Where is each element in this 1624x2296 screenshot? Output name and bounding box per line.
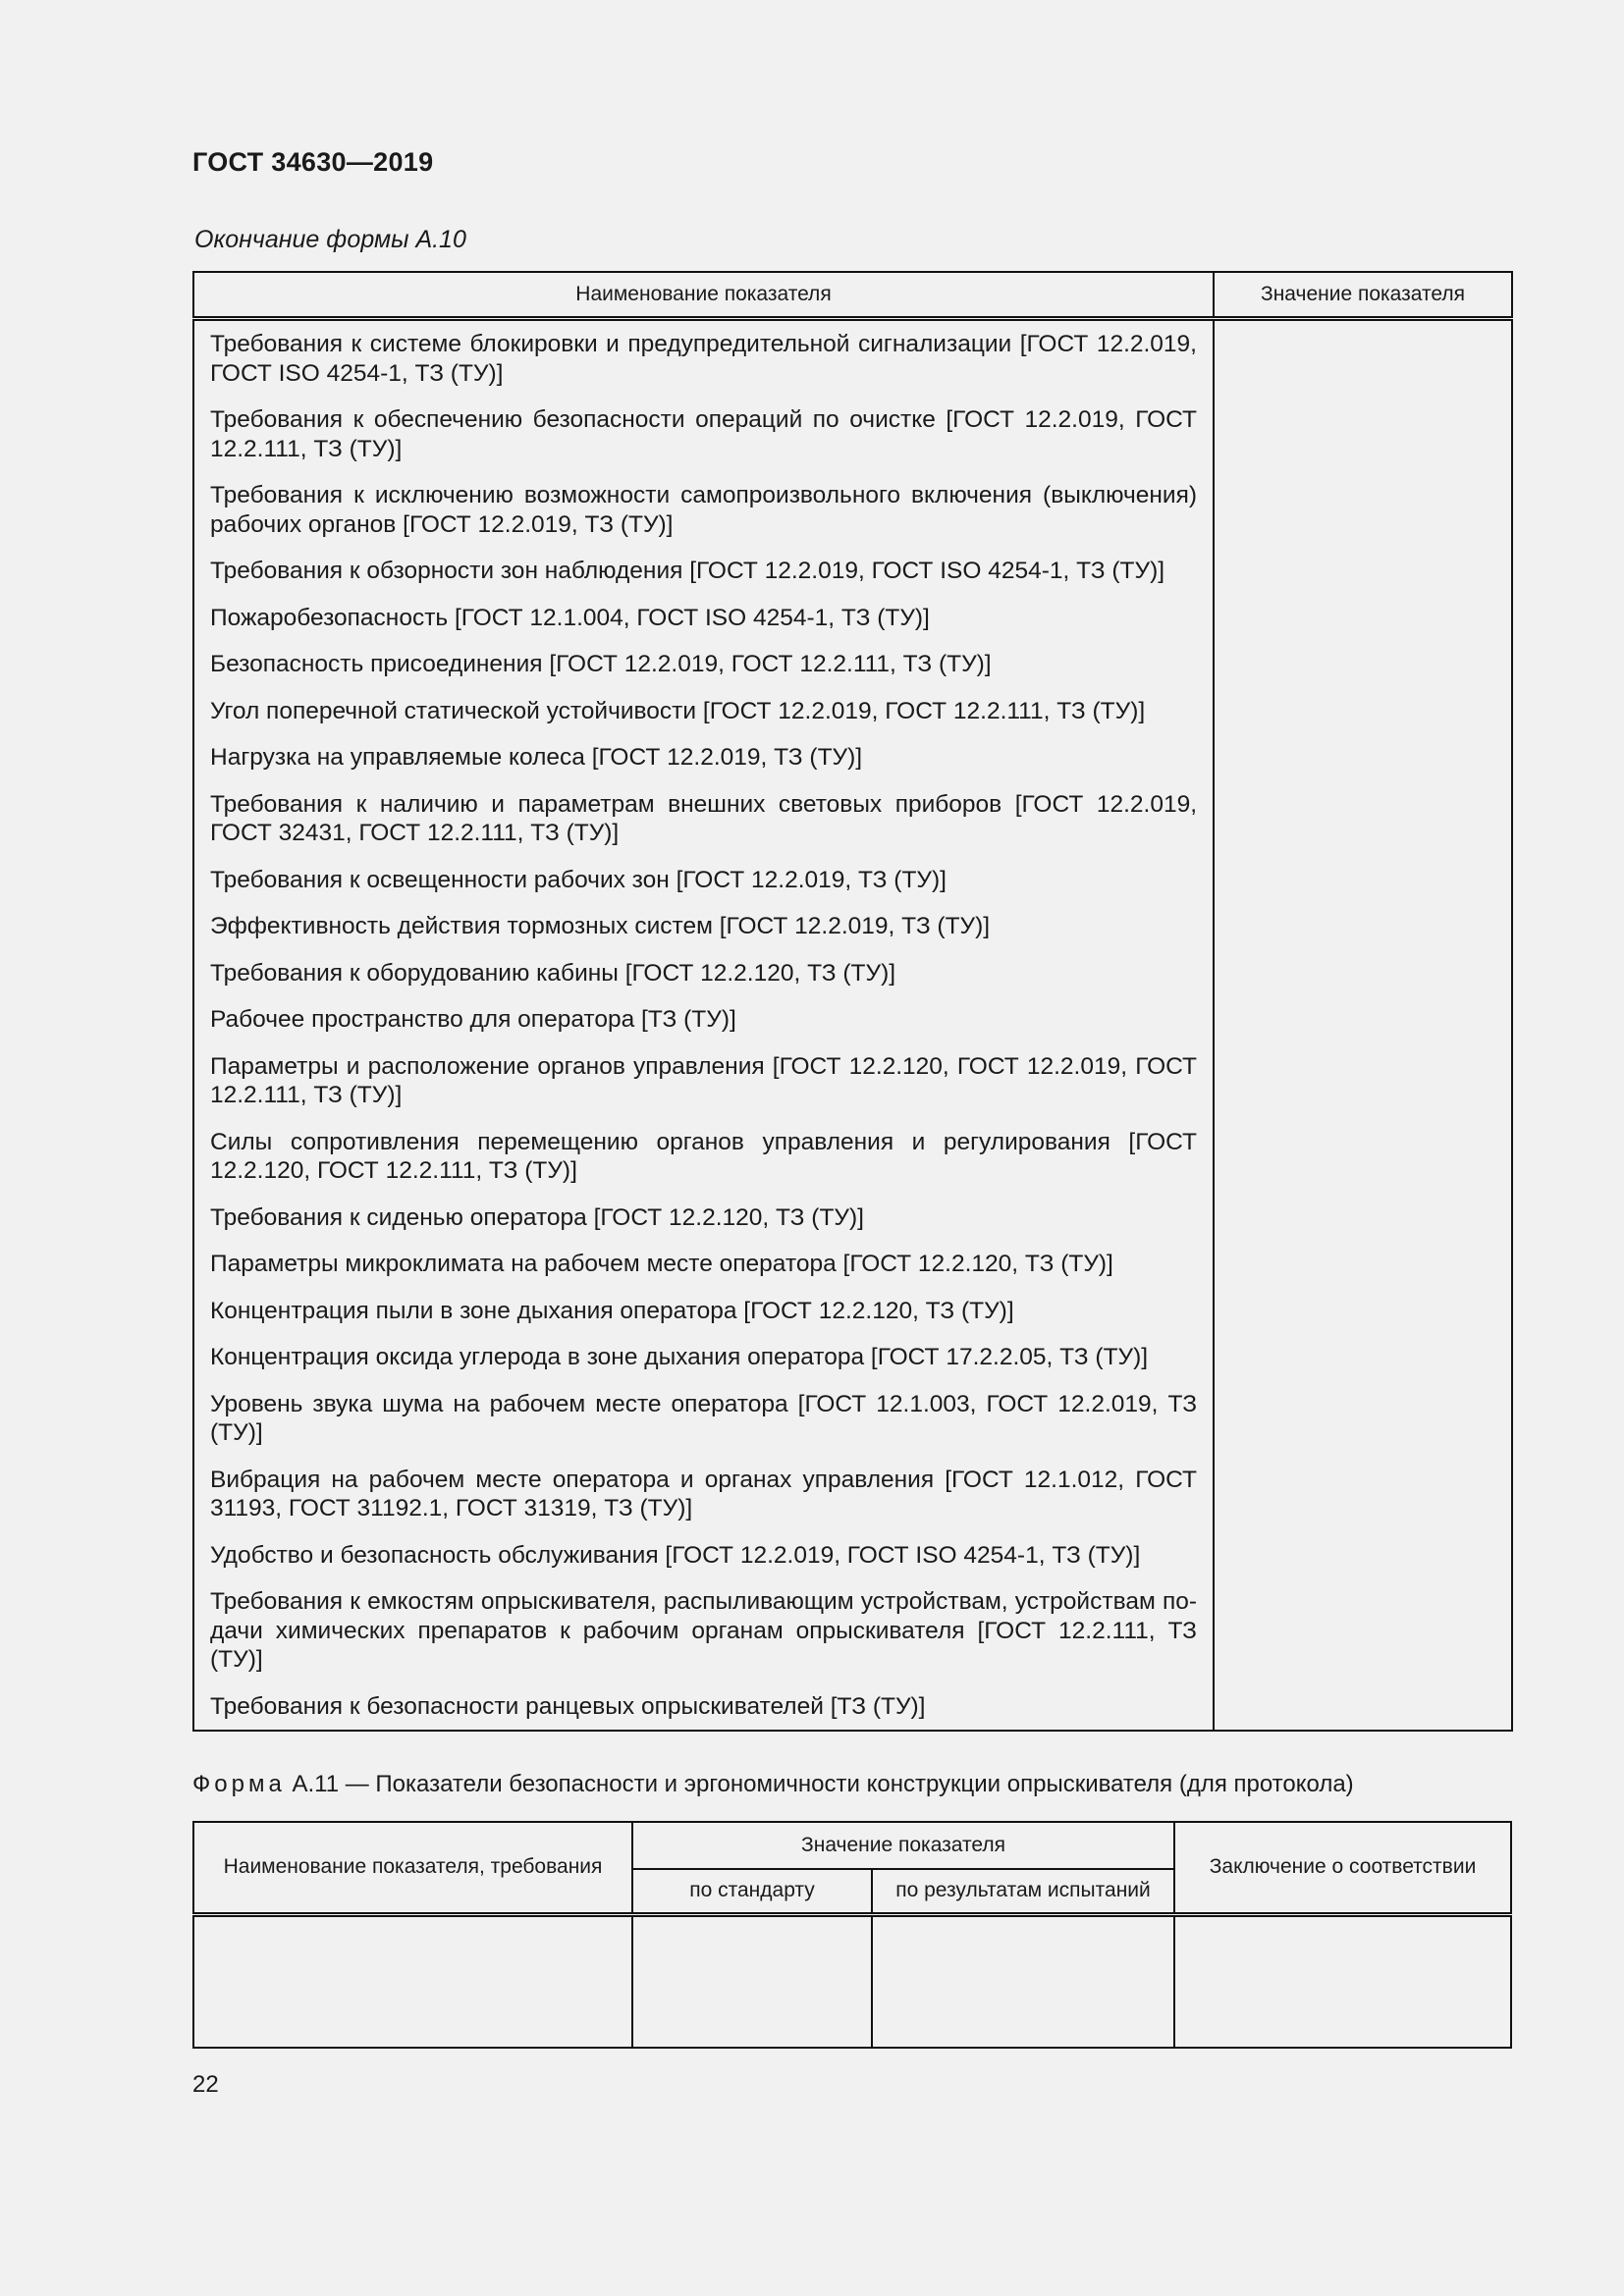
indicator-name: Требования к исключению возможности самопроизвольного включения (выключения) рабочих органов [ГОСТ 12.2.019, ТЗ (ТУ)]	[210, 482, 1197, 538]
indicator-name: Силы сопротивления перемещению органов управления и регулирования [ГОСТ 12.2.120, ГОСТ 12.2.111, ТЗ (ТУ)]	[210, 1128, 1197, 1184]
table-header-row	[193, 1822, 1511, 1869]
column-header-results: по результатам испытаний	[872, 1869, 1174, 1914]
column-header-name: Наименование показателя, требования	[193, 1822, 632, 1914]
table-body	[193, 319, 1512, 1732]
document-header: ГОСТ 34630—2019	[192, 147, 434, 177]
indicator-name: Требования к освещенности рабочих зон [ГОСТ 12.2.019, ТЗ (ТУ)]	[210, 866, 947, 893]
form-title-text: А.11 — Показатели безопасности и эргономичности конструкции опрыскивателя (для протокола)	[285, 1771, 1354, 1797]
column-header-value: Значение показателя	[632, 1822, 1174, 1869]
form-prefix: Форма	[192, 1771, 286, 1797]
indicator-name: Требования к безопасности ранцевых опрыскивателей [ТЗ (ТУ)]	[210, 1692, 926, 1720]
column-header-standard: по стандарту	[632, 1869, 872, 1914]
table-caption: Окончание формы А.10	[194, 226, 466, 253]
indicator-name: Параметры микроклимата на рабочем месте оператора [ГОСТ 12.2.120, ТЗ (ТУ)]	[210, 1251, 1113, 1277]
indicator-name: Требования к оборудованию кабины [ГОСТ 12.2.120, ТЗ (ТУ)]	[210, 959, 896, 987]
form-a10-table	[192, 271, 1513, 1732]
page-number: 22	[192, 2071, 219, 2098]
table-row	[193, 1914, 1511, 2048]
column-header-name: Наименование показателя	[193, 272, 1214, 319]
indicator-name: Нагрузка на управляемые колеса [ГОСТ 12.2.019, ТЗ (ТУ)]	[210, 744, 863, 771]
table-header-row	[193, 272, 1512, 319]
table-row	[193, 319, 1512, 398]
indicator-name: Угол поперечной статической устойчивости [ГОСТ 12.2.019, ГОСТ 12.2.111, ТЗ (ТУ)]	[210, 697, 1146, 724]
indicator-name: Пожаробезопасность [ГОСТ 12.1.004, ГОСТ ISO 4254-1, ТЗ (ТУ)]	[210, 604, 930, 631]
empty-cell	[1174, 1914, 1511, 2048]
indicator-value-cell	[1214, 319, 1512, 1732]
form-a11-table	[192, 1821, 1512, 2049]
empty-cell	[632, 1914, 872, 2048]
indicator-name: Требования к сиденью оператора [ГОСТ 12.2.120, ТЗ (ТУ)]	[210, 1203, 864, 1231]
indicator-name: Вибрация на рабочем месте оператора и органах управления [ГОСТ 12.1.012, ГОСТ 31193, ГОСТ 31192.1, ГОСТ 31319, ТЗ (ТУ)]	[210, 1466, 1197, 1522]
indicator-name: Требования к наличию и параметрам внешних световых приборов [ГОСТ 12.2.019, ГОСТ 32431, ГОСТ 12.2.111, ТЗ (ТУ)]	[210, 790, 1197, 846]
column-header-conclusion: Заключение о соответствии	[1174, 1822, 1511, 1914]
indicator-name: Концентрация пыли в зоне дыхания оператора [ГОСТ 12.2.120, ТЗ (ТУ)]	[210, 1297, 1014, 1324]
indicator-name: Уровень звука шума на рабочем месте оператора [ГОСТ 12.1.003, ГОСТ 12.2.019, ТЗ (ТУ)]	[210, 1390, 1197, 1446]
empty-cell	[872, 1914, 1174, 2048]
indicator-name: Требования к емкостям опрыскивателя, распыливающим устройствам, устройствам по-дачи химических препаратов к рабочим органам опрыскивателя [ГОСТ 12.2.111, ТЗ (ТУ)]	[210, 1588, 1197, 1673]
indicator-name: Требования к обзорности зон наблюдения [ГОСТ 12.2.019, ГОСТ ISO 4254-1, ТЗ (ТУ)]	[210, 558, 1165, 584]
indicator-name: Эффективность действия тормозных систем [ГОСТ 12.2.019, ТЗ (ТУ)]	[210, 913, 991, 939]
column-header-value: Значение показателя	[1214, 272, 1512, 319]
indicator-name: Параметры и расположение органов управления [ГОСТ 12.2.120, ГОСТ 12.2.019, ГОСТ 12.2.111, ТЗ (ТУ)]	[210, 1052, 1197, 1108]
indicator-name: Требования к системе блокировки и предупредительной сигнализации [ГОСТ 12.2.019, ГОСТ ISO 4254-1, ТЗ (ТУ)]	[210, 331, 1197, 387]
indicator-name: Удобство и безопасность обслуживания [ГОСТ 12.2.019, ГОСТ ISO 4254-1, ТЗ (ТУ)]	[210, 1541, 1141, 1569]
form-a11-title	[192, 1771, 1354, 1798]
indicator-name: Безопасность присоединения [ГОСТ 12.2.019, ГОСТ 12.2.111, ТЗ (ТУ)]	[210, 651, 992, 677]
empty-cell	[193, 1914, 632, 2048]
indicator-name: Требования к обеспечению безопасности операций по очистке [ГОСТ 12.2.019, ГОСТ 12.2.111, ТЗ (ТУ)]	[210, 406, 1197, 462]
indicator-name: Рабочее пространство для оператора [ТЗ (ТУ)]	[210, 1006, 736, 1033]
indicator-name: Концентрация оксида углерода в зоне дыхания оператора [ГОСТ 17.2.2.05, ТЗ (ТУ)]	[210, 1344, 1149, 1370]
